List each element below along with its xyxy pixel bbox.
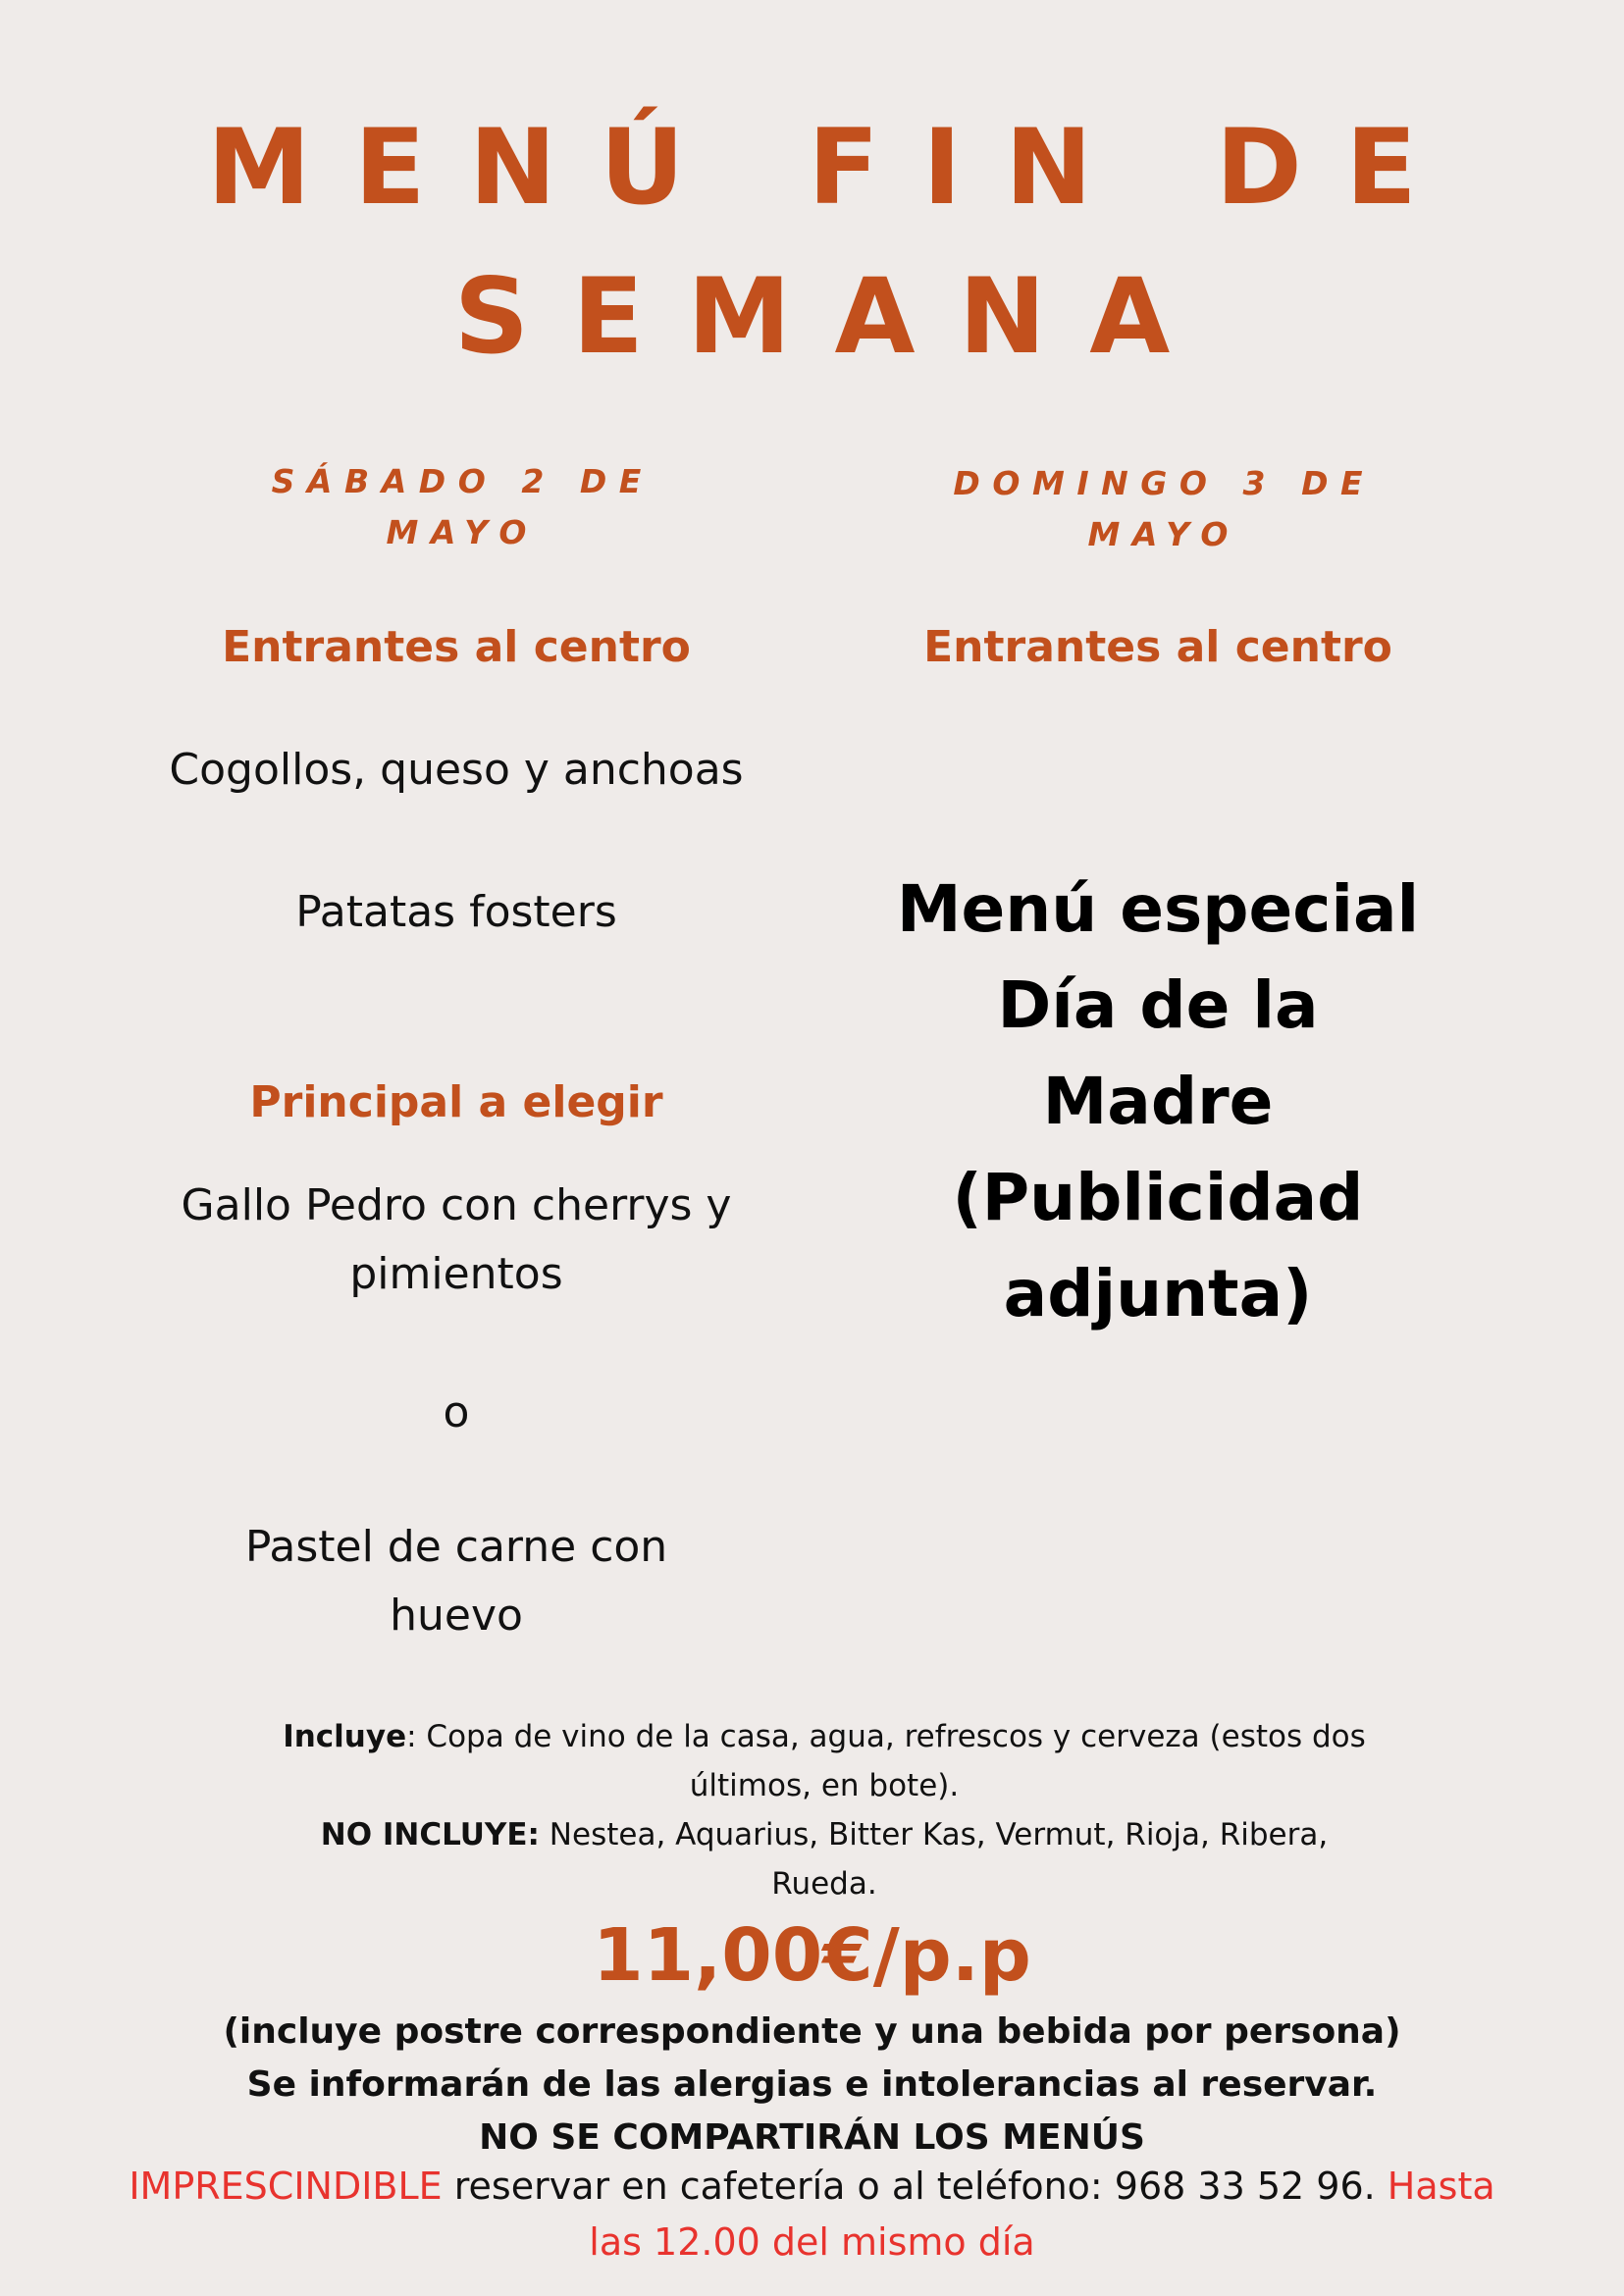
sunday-special-menu <box>785 861 1531 1342</box>
saturday-starter-2: Patatas fosters <box>295 887 617 937</box>
saturday-main-1-line-1: Gallo Pedro con cherrys y <box>181 1180 732 1230</box>
reservation-text: reservar en cafetería o al teléfono: 968 33 52 96. <box>442 2165 1376 2208</box>
saturday-heading-line-2: MAYO <box>386 513 540 551</box>
saturday-mains-heading: Principal a elegir <box>249 1077 663 1127</box>
special-line-5: adjunta) <box>1003 1256 1313 1331</box>
title-line-2: SEMANA <box>453 256 1214 377</box>
sunday-heading-line-1: DOMINGO 3 DE <box>953 464 1376 502</box>
price: 11,00€/p.p <box>593 1913 1031 1998</box>
special-line-3: Madre <box>1042 1064 1274 1139</box>
special-line-2: Día de la <box>997 967 1319 1043</box>
special-line-1: Menú especial <box>896 871 1420 947</box>
saturday-main-2-line-1: Pastel de carne con <box>244 1522 668 1572</box>
includes-line-2: últimos, en bote). <box>689 1768 960 1803</box>
excludes-text: Nestea, Aquarius, Bitter Kas, Vermut, Rioja, Ribera, Rueda. <box>539 1817 1329 1902</box>
saturday-main-1 <box>83 1172 829 1309</box>
saturday-starter-1: Cogollos, queso y anchoas <box>169 745 744 795</box>
sunday-heading-line-2: MAYO <box>1087 515 1241 553</box>
notes <box>0 2006 1624 2165</box>
saturday-starters-heading: Entrantes al centro <box>222 622 691 672</box>
special-line-4: (Publicidad <box>952 1160 1364 1235</box>
includes-section <box>265 1712 1384 1908</box>
note-allergies: Se informarán de las alergias e intolerancias al reservar. <box>246 2064 1378 2105</box>
saturday-heading <box>83 456 829 558</box>
note-dessert-drink: (incluye postre correspondiente y una bebida por persona) <box>223 2011 1401 2052</box>
note-no-sharing: NO SE COMPARTIRÁN LOS MENÚS <box>479 2117 1145 2158</box>
saturday-heading-line-1: SÁBADO 2 DE <box>271 462 654 500</box>
saturday-main-2-line-2: huevo <box>390 1591 523 1641</box>
excludes-label: NO INCLUYE: <box>320 1817 540 1852</box>
reservation-info <box>118 2159 1506 2270</box>
includes-line-1 <box>265 1712 1384 1761</box>
excludes-line <box>265 1810 1384 1908</box>
reservation-required: IMPRESCINDIBLE <box>129 2165 443 2208</box>
saturday-main-2 <box>83 1513 829 1650</box>
saturday-main-1-line-2: pimientos <box>349 1249 563 1299</box>
page-title <box>0 93 1624 391</box>
sunday-heading <box>785 458 1531 560</box>
reservation-deadline-1: Hasta <box>1375 2165 1495 2208</box>
includes-label: Incluye <box>283 1719 407 1754</box>
sunday-starters-heading: Entrantes al centro <box>923 622 1392 672</box>
title-line-1: MENÚ FIN DE <box>207 107 1461 228</box>
includes-text-1: : Copa de vino de la casa, agua, refrescos y cerveza (estos dos <box>406 1719 1366 1754</box>
reservation-line-1 <box>118 2159 1506 2215</box>
saturday-or: o <box>443 1387 470 1437</box>
reservation-deadline-2: las 12.00 del mismo día <box>589 2220 1035 2264</box>
